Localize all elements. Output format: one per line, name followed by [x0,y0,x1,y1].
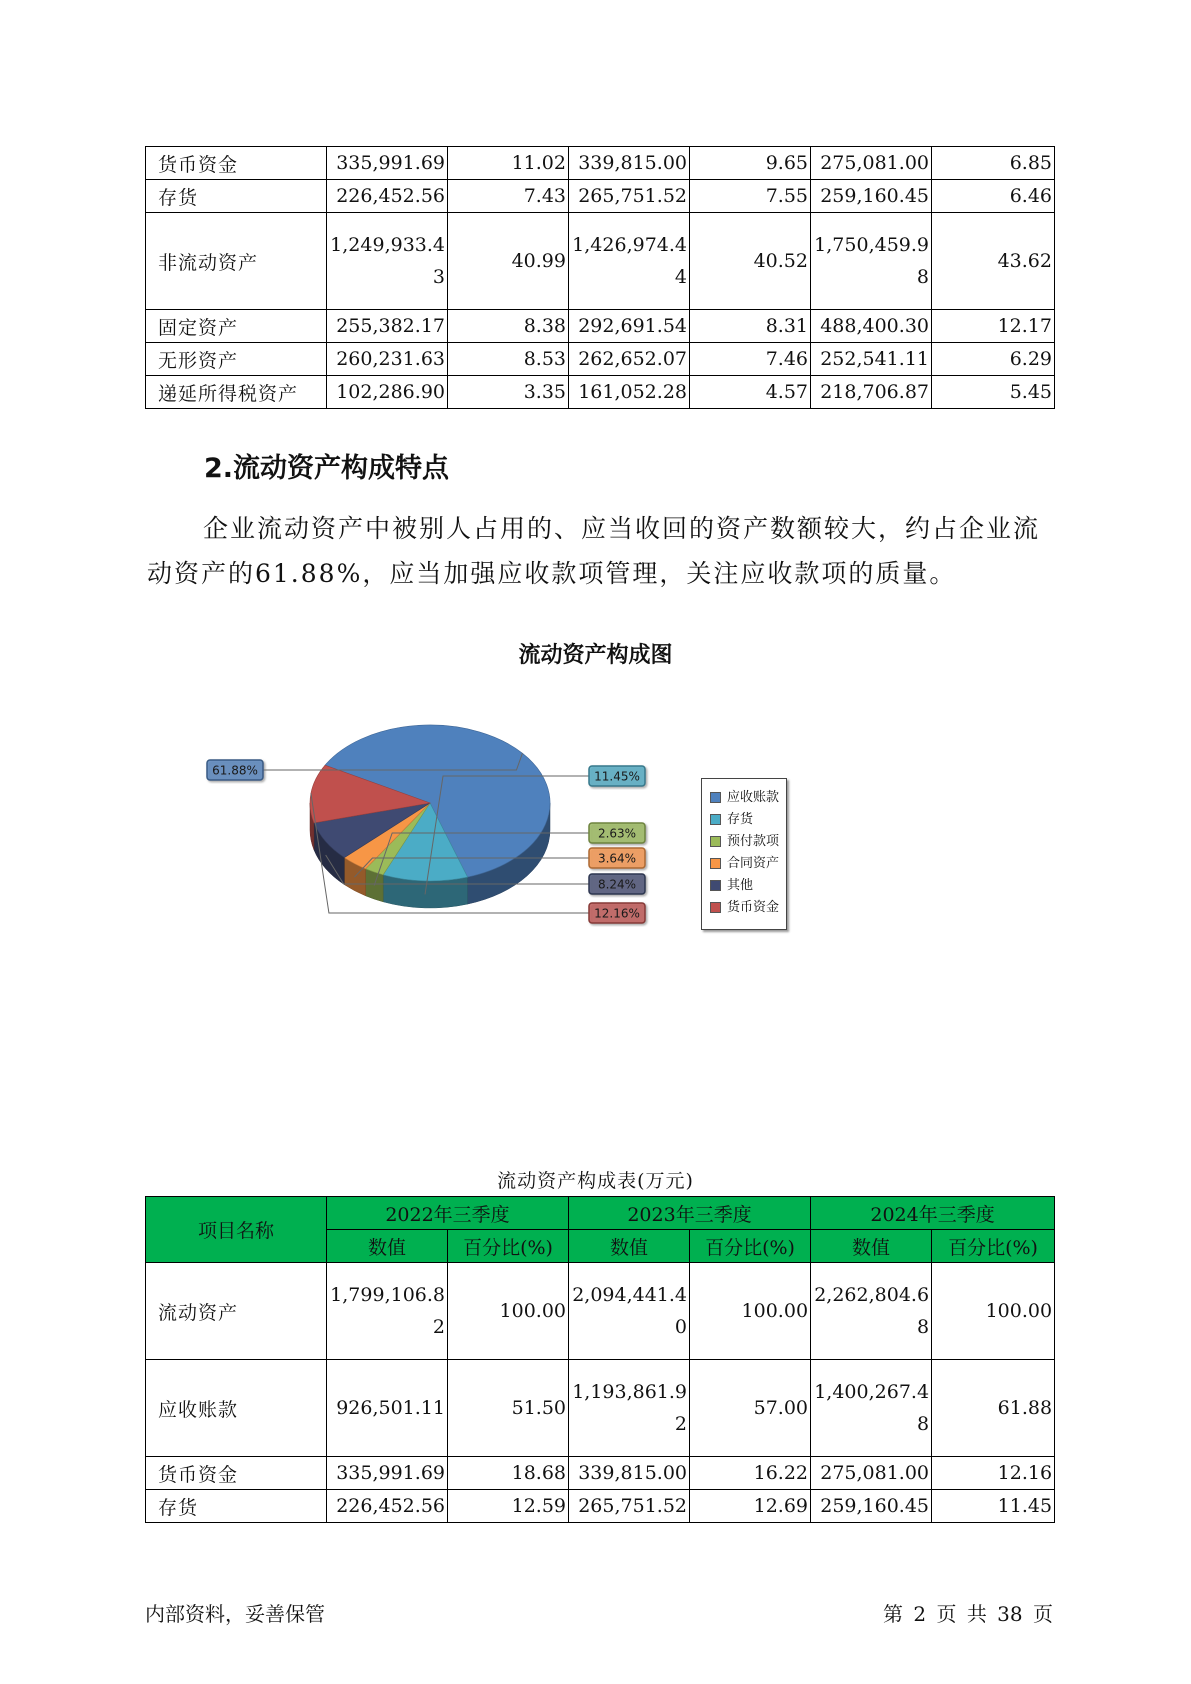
data-label [589,874,645,894]
percent-cell: 11.02 [448,147,569,180]
legend-item [710,811,753,829]
legend-swatch [710,858,721,869]
percent-cell: 12.16 [932,1457,1055,1490]
legend-swatch [710,902,721,913]
row-label: 货币资金 [146,147,327,180]
row-label: 应收账款 [146,1360,327,1457]
percent-cell: 12.59 [448,1490,569,1523]
data-label-text: 3.64% [597,851,637,866]
percent-cell: 6.85 [932,147,1055,180]
percent-cell: 100.00 [690,1263,811,1360]
value-cell: 1,750,459.98 [811,213,932,310]
percent-cell: 12.17 [932,310,1055,343]
header-item-name: 项目名称 [146,1197,327,1263]
table-row [146,1490,1055,1523]
value-cell: 265,751.52 [569,180,690,213]
row-label: 无形资产 [146,343,327,376]
legend-label: 应收账款 [727,790,780,805]
percent-cell: 100.00 [932,1263,1055,1360]
percent-cell: 5.45 [932,376,1055,409]
value-cell: 218,706.87 [811,376,932,409]
value-cell: 265,751.52 [569,1490,690,1523]
percent-cell: 8.31 [690,310,811,343]
value-cell: 1,249,933.43 [327,213,448,310]
value-cell: 1,799,106.82 [327,1263,448,1360]
percent-cell: 8.38 [448,310,569,343]
header-value: 数值 [569,1230,690,1263]
data-label [589,903,645,923]
header-value: 数值 [327,1230,448,1263]
percent-cell: 40.99 [448,213,569,310]
row-label: 存货 [146,180,327,213]
data-label-text: 2.63% [597,826,637,841]
value-cell: 259,160.45 [811,180,932,213]
value-cell: 262,652.07 [569,343,690,376]
percent-cell: 57.00 [690,1360,811,1457]
value-cell: 1,400,267.48 [811,1360,932,1457]
header-percent: 百分比(%) [448,1230,569,1263]
legend-swatch [710,792,721,803]
legend-item [710,833,779,851]
percent-cell: 16.22 [690,1457,811,1490]
legend-label: 货币资金 [727,900,780,915]
value-cell: 260,231.63 [327,343,448,376]
header-value: 数值 [811,1230,932,1263]
table-caption: 流动资产构成表(万元) [497,1170,694,1192]
row-label: 非流动资产 [146,213,327,310]
data-label [589,848,645,868]
percent-cell: 12.69 [690,1490,811,1523]
section-heading: 2.流动资产构成特点 [204,453,450,484]
chart-legend [701,778,787,930]
chart-title: 流动资产构成图 [518,643,673,668]
percent-cell: 40.52 [690,213,811,310]
legend-label: 其他 [727,878,754,893]
header-period-2022: 2022年三季度 [327,1197,569,1230]
percent-cell: 3.35 [448,376,569,409]
percent-cell: 4.57 [690,376,811,409]
percent-cell: 100.00 [448,1263,569,1360]
table-row [146,1263,1055,1360]
header-period-2024: 2024年三季度 [811,1197,1055,1230]
header-period-2023: 2023年三季度 [569,1197,811,1230]
percent-cell: 61.88 [932,1360,1055,1457]
legend-swatch [710,880,721,891]
percent-cell: 11.45 [932,1490,1055,1523]
percent-cell: 6.29 [932,343,1055,376]
value-cell: 335,991.69 [327,1457,448,1490]
legend-label: 合同资产 [727,856,780,871]
table-row [146,1360,1055,1457]
percent-cell: 51.50 [448,1360,569,1457]
value-cell: 252,541.11 [811,343,932,376]
value-cell: 339,815.00 [569,1457,690,1490]
value-cell: 335,991.69 [327,147,448,180]
data-label-text: 8.24% [597,877,637,892]
value-cell: 255,382.17 [327,310,448,343]
legend-item [710,899,779,917]
value-cell: 1,193,861.92 [569,1360,690,1457]
row-label: 存货 [146,1490,327,1523]
header-percent: 百分比(%) [690,1230,811,1263]
value-cell: 292,691.54 [569,310,690,343]
value-cell: 275,081.00 [811,1457,932,1490]
data-label [589,766,645,786]
footer-page-number: 第 2 页 共 38 页 [883,1602,1053,1626]
value-cell: 2,262,804.68 [811,1263,932,1360]
value-cell: 259,160.45 [811,1490,932,1523]
value-cell: 926,501.11 [327,1360,448,1457]
table-row [146,1457,1055,1490]
value-cell: 226,452.56 [327,180,448,213]
header-percent: 百分比(%) [932,1230,1055,1263]
value-cell: 488,400.30 [811,310,932,343]
analysis-paragraph: 企业流动资产中被别人占用的、应当收回的资产数额较大，约占企业流动资产的61.88%，应当加强应收款项管理，关注应收款项的质量。 [147,514,1041,588]
row-label: 流动资产 [146,1263,327,1360]
percent-cell: 7.43 [448,180,569,213]
data-label-text: 12.16% [594,906,640,921]
value-cell: 2,094,441.40 [569,1263,690,1360]
percent-cell: 6.46 [932,180,1055,213]
legend-item [710,855,779,873]
data-label-text: 11.45% [594,769,640,784]
value-cell: 226,452.56 [327,1490,448,1523]
value-cell: 161,052.28 [569,376,690,409]
row-label: 货币资金 [146,1457,327,1490]
legend-label: 预付款项 [727,834,780,849]
percent-cell: 18.68 [448,1457,569,1490]
legend-item [710,877,753,895]
value-cell: 1,426,974.44 [569,213,690,310]
percent-cell: 9.65 [690,147,811,180]
percent-cell: 43.62 [932,213,1055,310]
percent-cell: 7.46 [690,343,811,376]
data-label-text: 61.88% [212,763,258,778]
data-label [207,760,263,780]
footer-confidential-note: 内部资料，妥善保管 [145,1602,325,1626]
data-label [589,823,645,843]
current-assets-table [145,1196,1055,1523]
legend-label: 存货 [727,812,754,827]
percent-cell: 8.53 [448,343,569,376]
value-cell: 102,286.90 [327,376,448,409]
row-label: 递延所得税资产 [146,376,327,409]
percent-cell: 7.55 [690,180,811,213]
value-cell: 275,081.00 [811,147,932,180]
legend-swatch [710,836,721,847]
legend-swatch [710,814,721,825]
legend-item [710,789,779,807]
value-cell: 339,815.00 [569,147,690,180]
row-label: 固定资产 [146,310,327,343]
